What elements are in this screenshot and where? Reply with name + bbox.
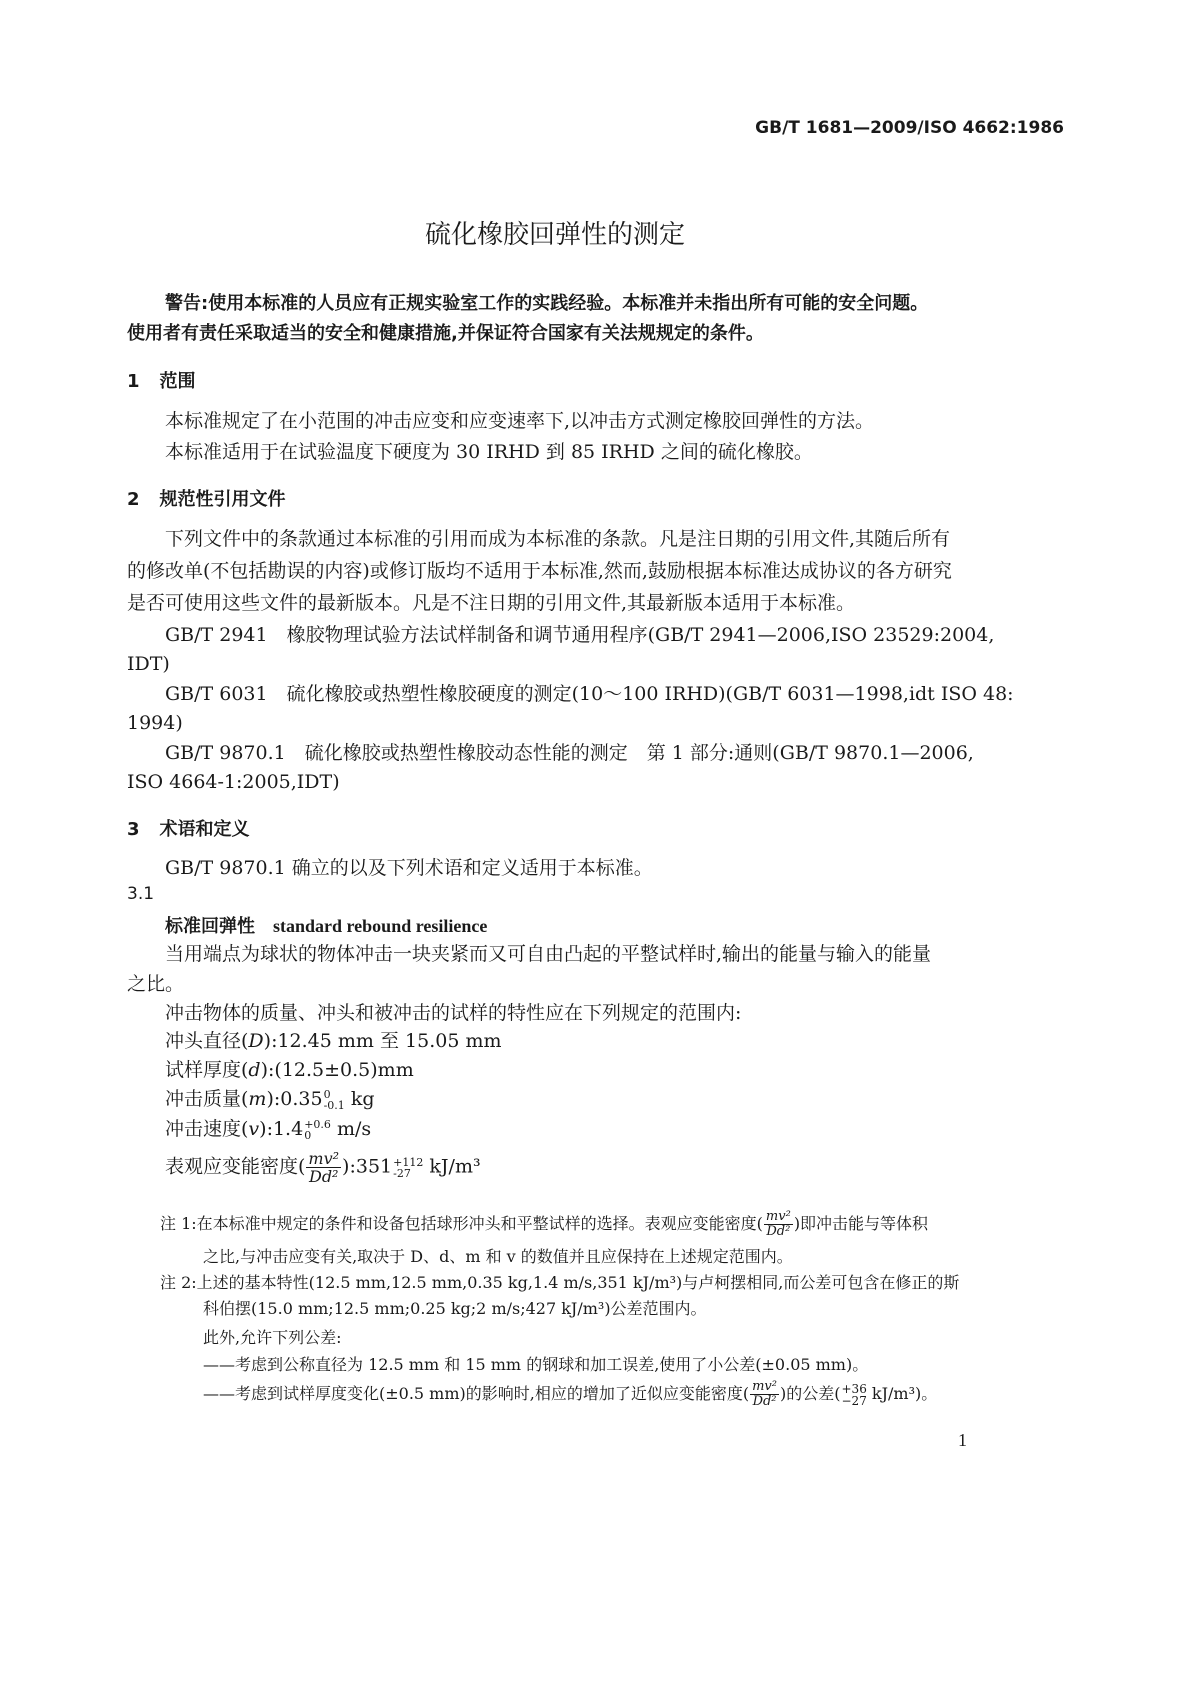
section-3-heading bbox=[127, 815, 250, 841]
param-mass bbox=[165, 1083, 375, 1115]
tolerance bbox=[842, 1383, 867, 1407]
param-unit: kg bbox=[350, 1088, 375, 1110]
param-value: ):12.45 mm 至 15.05 mm bbox=[263, 1030, 502, 1052]
warning-line-1: 警告:使用本标准的人员应有正规实验室工作的实践经验。本标准并未指出所有可能的安全问题。 bbox=[165, 293, 929, 314]
term-chinese: 标准回弹性 bbox=[165, 916, 255, 937]
term-heading bbox=[165, 912, 487, 938]
document-title: 硫化橡胶回弹性的测定 bbox=[424, 220, 685, 250]
fraction-numerator: mv² bbox=[765, 1209, 791, 1224]
section-2-heading bbox=[127, 485, 286, 511]
note-label: 注 1: bbox=[160, 1214, 197, 1233]
note-text: )即冲击能与等体积 bbox=[793, 1214, 929, 1233]
note-2-line-2: 科伯摆(15.0 mm;12.5 mm;0.25 kg;2 m/s;427 kJ/m³)公差范围内。 bbox=[203, 1299, 707, 1318]
tolerance bbox=[304, 1119, 331, 1141]
tolerance bbox=[324, 1089, 345, 1111]
tolerance-upper: 0 bbox=[323, 1088, 331, 1101]
fraction-denominator: Dd² bbox=[308, 1167, 339, 1186]
references-intro-line-2: 的修改单(不包括勘误的内容)或修订版均不适用于本标准,然而,鼓励根据本标准达成协议的各方研究 bbox=[127, 560, 952, 582]
definition-line-2: 之比。 bbox=[127, 973, 185, 995]
note-2-line-3: 此外,允许下列公差: bbox=[203, 1328, 342, 1347]
section-number: 3 bbox=[127, 819, 140, 840]
section-title: 规范性引用文件 bbox=[159, 489, 286, 510]
note-text: ——考虑到试样厚度变化(±0.5 mm)的影响时,相应的增加了近似应变能密度( bbox=[203, 1384, 750, 1403]
param-unit: m/s bbox=[336, 1118, 372, 1140]
section-title: 术语和定义 bbox=[159, 819, 250, 840]
standard-id: GB/T 1681—2009/ISO 4662:1986 bbox=[755, 118, 1064, 138]
tolerance-lower: -0.1 bbox=[323, 1099, 345, 1112]
param-unit: kJ/m³ bbox=[429, 1155, 481, 1178]
range-intro: 冲击物体的质量、冲头和被冲击的试样的特性应在下列规定的范围内: bbox=[165, 1002, 742, 1024]
param-value: ):(12.5±0.5)mm bbox=[260, 1059, 414, 1081]
note-text: 上述的基本特性(12.5 mm,12.5 mm,0.35 kg,1.4 m/s,351 kJ/m³)与卢柯摆相同,而公差可包含在修正的斯 bbox=[196, 1273, 960, 1292]
section-title: 范围 bbox=[159, 371, 196, 392]
param-label: 试样厚度( bbox=[165, 1059, 249, 1081]
tolerance bbox=[393, 1157, 423, 1179]
fraction-numerator: mv² bbox=[308, 1149, 340, 1168]
note-label: 注 2: bbox=[160, 1273, 197, 1292]
terms-intro: GB/T 9870.1 确立的以及下列术语和定义适用于本标准。 bbox=[165, 857, 653, 879]
fraction-numerator: mv² bbox=[752, 1379, 777, 1394]
tolerance-lower: 0 bbox=[304, 1129, 312, 1142]
references-intro-line-1: 下列文件中的条款通过本标准的引用而成为本标准的条款。凡是注日期的引用文件,其随后所有 bbox=[165, 528, 951, 550]
param-label: 冲击质量( bbox=[165, 1088, 249, 1110]
section-number: 1 bbox=[127, 371, 140, 392]
fraction-denominator: Dd² bbox=[766, 1224, 791, 1239]
tolerance-upper: +112 bbox=[393, 1155, 424, 1169]
tolerance-upper: +0.6 bbox=[304, 1118, 331, 1131]
note-2-line-1 bbox=[160, 1270, 959, 1296]
param-energy-density bbox=[165, 1150, 481, 1185]
section-1-heading bbox=[127, 367, 196, 393]
definition-line-1: 当用端点为球状的物体冲击一块夹紧而又可自由凸起的平整试样时,输出的能量与输入的能量 bbox=[165, 943, 932, 965]
fraction-mv2-over-dd2 bbox=[764, 1210, 793, 1239]
tolerance-dash-item-2 bbox=[203, 1380, 937, 1409]
note-text: 在本标准中规定的条件和设备包括球形冲头和平整试样的选择。表观应变能密度( bbox=[196, 1214, 763, 1233]
reference-gbt2941-line-1: GB/T 2941 橡胶物理试验方法试样制备和调节通用程序(GB/T 2941—2006,ISO 23529:2004, bbox=[165, 624, 995, 646]
param-symbol: D bbox=[248, 1030, 264, 1052]
section-1-paragraph-2: 本标准适用于在试验温度下硬度为 30 IRHD 到 85 IRHD 之间的硫化橡胶。 bbox=[165, 441, 813, 463]
fraction-mv2-over-dd2 bbox=[306, 1150, 341, 1185]
section-1-paragraph-1: 本标准规定了在小范围的冲击应变和应变速率下,以冲击方式测定橡胶回弹性的方法。 bbox=[165, 410, 875, 432]
reference-gbt6031-line-2: 1994) bbox=[127, 712, 183, 734]
param-label: 冲头直径( bbox=[165, 1030, 249, 1052]
param-symbol: v bbox=[248, 1118, 260, 1140]
param-diameter bbox=[165, 1025, 501, 1057]
tolerance-dash-item-1: ——考虑到公称直径为 12.5 mm 和 15 mm 的钢球和加工误差,使用了小公差(±0.05 mm)。 bbox=[203, 1355, 869, 1374]
param-symbol: m bbox=[248, 1088, 267, 1110]
warning-line-2: 使用者有责任采取适当的安全和健康措施,并保证符合国家有关法规规定的条件。 bbox=[127, 323, 764, 344]
section-number: 2 bbox=[127, 489, 140, 510]
note-1-line-2: 之比,与冲击应变有关,取决于 D、d、m 和 v 的数值并且应保持在上述规定范围内。 bbox=[203, 1247, 793, 1266]
tolerance-lower: −27 bbox=[841, 1393, 867, 1408]
param-thickness bbox=[165, 1054, 414, 1086]
clause-number: 3.1 bbox=[127, 884, 155, 904]
tolerance-lower: -27 bbox=[393, 1166, 411, 1180]
fraction-mv2-over-dd2 bbox=[750, 1380, 779, 1409]
param-speed bbox=[165, 1113, 371, 1145]
reference-gbt9870-line-1: GB/T 9870.1 硫化橡胶或热塑性橡胶动态性能的测定 第 1 部分:通则(GB/T 9870.1—2006, bbox=[165, 742, 974, 764]
param-value: ):0.35 bbox=[266, 1088, 323, 1110]
note-text: kJ/m³)。 bbox=[866, 1384, 938, 1403]
references-intro-line-3: 是否可使用这些文件的最新版本。凡是不注日期的引用文件,其最新版本适用于本标准。 bbox=[127, 592, 856, 614]
reference-gbt2941-line-2: IDT) bbox=[127, 653, 170, 675]
param-value: ):1.4 bbox=[259, 1118, 304, 1140]
param-label: 冲击速度( bbox=[165, 1118, 249, 1140]
tolerance-upper: +36 bbox=[841, 1381, 867, 1396]
note-text: )的公差( bbox=[780, 1384, 841, 1403]
fraction-denominator: Dd² bbox=[752, 1394, 777, 1409]
param-value: ):351 bbox=[342, 1155, 393, 1178]
reference-gbt6031-line-1: GB/T 6031 硫化橡胶或热塑性橡胶硬度的测定(10～100 IRHD)(GB/T 6031—1998,idt ISO 48: bbox=[165, 683, 1014, 705]
note-1-line-1 bbox=[160, 1210, 928, 1239]
param-label: 表观应变能密度( bbox=[165, 1155, 306, 1178]
page-number: 1 bbox=[958, 1430, 967, 1450]
term-english: standard rebound resilience bbox=[273, 916, 488, 936]
param-symbol: d bbox=[248, 1059, 261, 1081]
reference-gbt9870-line-2: ISO 4664-1:2005,IDT) bbox=[127, 771, 340, 793]
